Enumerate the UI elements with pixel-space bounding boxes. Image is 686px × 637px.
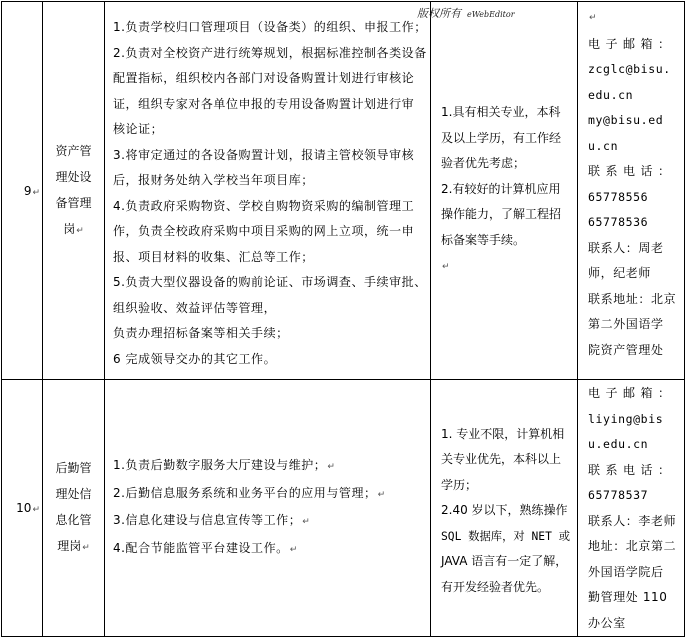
duty-line: 负责办理招标备案等相关手续； <box>113 326 289 340</box>
duty-line: 报、项目材料的收集、汇总等工作； <box>113 249 314 264</box>
contact-line: 联系人：周老 <box>588 240 664 255</box>
table-row <box>2 380 685 637</box>
contact-cell <box>578 2 685 380</box>
contact-line: 师，纪老师 <box>588 266 652 280</box>
requirement-line: 验者优先考虑； <box>441 156 526 171</box>
duty-line: 6 完成领导交办的其它工作。 <box>113 351 277 366</box>
duty-line: 4.负责政府采购物资、学校自购物资采购的编制管理工 <box>113 198 415 213</box>
contact-line: 勤管理处 110 <box>588 590 668 604</box>
contact-email[interactable]: zcglc@bisu.edu.cn <box>588 62 671 102</box>
contact-line: 电子邮箱： <box>588 386 676 400</box>
job-posting-table <box>1 1 685 637</box>
position-name-cell <box>43 2 105 380</box>
requirement-line: 有开发经验者优先。 <box>441 579 550 594</box>
requirements-cell <box>431 2 578 380</box>
contact-email[interactable]: my@bisu.edu.cn <box>588 113 664 153</box>
duty-line: 核论证； <box>113 122 164 136</box>
contact-line: 第二外国语学 <box>588 317 664 331</box>
duty-line: 5.负责大型仪器设备的购前论证、市场调查、手续审批、 <box>113 275 427 289</box>
contact-line: 联系电话： <box>588 462 676 477</box>
contact-line: 联系电话： <box>588 164 676 178</box>
watermark: 版权所有 eWebEditor <box>417 7 515 20</box>
row-number-cell <box>2 2 43 380</box>
contact-phone: 65778556 <box>588 189 649 204</box>
requirement-line: 标备案等手续。 <box>441 232 526 247</box>
contact-phone: 65778537 <box>588 488 649 502</box>
requirement-line: 及以上学历，有工作经 <box>441 130 562 145</box>
requirement-line: 2.40 岁以下，熟练操作 <box>441 503 568 518</box>
duty-line: 3.将审定通过的各设备购置计划，报请主管校领导审核 <box>113 147 415 162</box>
contact-line: 地址：北京第二 <box>588 539 677 553</box>
contact-line: 联系地址：北京 <box>588 291 677 306</box>
duty-line: 2.后勤信息服务系统和业务平台的应用与管理； <box>113 485 377 500</box>
contact-line: 联系人：李老师 <box>588 513 677 528</box>
requirement-line: SQL 数据库，对 NET 或 <box>441 529 570 543</box>
position-name: 后勤管 理处信 息化管 理岗↵ <box>55 461 92 553</box>
requirement-line: 1. 专业不限，计算机相 <box>441 426 565 441</box>
duty-line: 3.信息化建设与信息宣传等工作； <box>113 513 302 527</box>
requirement-line: JAVA 语言有一定了解， <box>441 554 568 569</box>
requirement-line: 关专业优先，本科以上 <box>441 452 562 467</box>
requirements-list: 1.具有相关专业，本科 及以上学历，有工作经 验者优先考虑； 2.有较好的计算机应用 操作能力，了解工程招 标备案等手续。 ↵ <box>431 100 577 281</box>
contact-email[interactable]: liying@bisu.edu.cn <box>588 411 664 451</box>
duty-line: 配置指标，组织校内各部门对设备购置计划进行审核论 <box>113 71 415 85</box>
contact-line: 电子邮箱： <box>588 36 676 51</box>
requirements-cell <box>431 380 578 637</box>
duty-line: 1.负责学校归口管理项目（设备类）的组织、申报工作； <box>113 20 427 34</box>
contact-info <box>578 380 684 636</box>
contact-line: 院资产管理处 <box>588 342 664 357</box>
duties-list: 1.负责后勤数字服务大厅建设与维护；↵ 2.后勤信息服务系统和业务平台的应用与管理；↵ 3.信息化建设与信息宣传等工作；↵ 4.配合节能监管平台建设工作。↵ <box>113 458 386 555</box>
position-name: 资产管 理处设 备管理 岗↵ <box>55 143 92 236</box>
duty-line: 组织验收、效益评估等管理， <box>113 300 277 315</box>
duty-line: 2.负责对全校资产进行统筹规划，根据标准控制各类设备 <box>113 45 427 60</box>
duty-line: 作，负责全校政府采购中项目采购的网上立项，统一申 <box>113 224 415 238</box>
requirements-list <box>431 416 577 601</box>
duty-line: 4.配合节能监管平台建设工作。 <box>113 540 289 555</box>
requirement-line: 操作能力，了解工程招 <box>441 207 562 222</box>
row-number-cell <box>2 380 43 637</box>
contact-cell <box>578 380 685 637</box>
requirement-line: 2.有较好的计算机应用 <box>441 181 561 196</box>
requirement-line: 学历； <box>441 477 478 492</box>
row-number: 9↵ <box>23 183 40 198</box>
contact-line: 办公室 <box>588 615 626 630</box>
position-name-cell <box>43 380 105 637</box>
duty-line: 后，报财务处纳入学校当年项目库； <box>113 173 314 187</box>
duty-line: 1.负责后勤数字服务大厅建设与维护； <box>113 458 327 472</box>
contact-info: ↵ 电子邮箱： zcglc@bisu.edu.cn my@bisu.edu.cn 联系电话： 65778556 65778536 联系人：周老 师，纪老师 联系地址：北京 第二外国语学 院资产管理处 <box>578 2 684 363</box>
row-number: 10↵ <box>16 501 40 515</box>
table-row <box>2 2 685 380</box>
contact-phone: 65778536 <box>588 215 649 229</box>
duty-line: 证，组织专家对各单位申报的专用设备购置计划进行审 <box>113 96 415 111</box>
duties-cell <box>105 380 431 637</box>
contact-line: 外国语学院后 <box>588 564 664 579</box>
requirement-line: 1.具有相关专业，本科 <box>441 105 561 120</box>
